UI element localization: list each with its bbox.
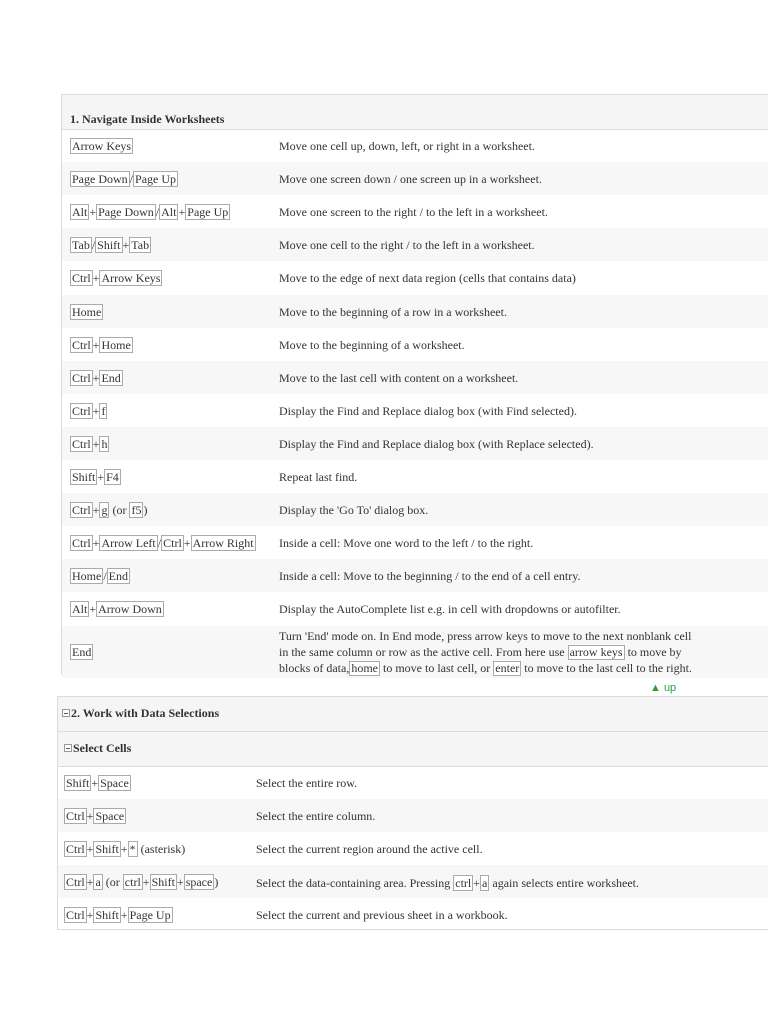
key-separator: (asterisk): [137, 842, 186, 856]
key-separator: +: [120, 908, 128, 922]
key-cap: Ctrl: [66, 842, 85, 856]
shortcut-keys: [64, 874, 218, 890]
table-row: [62, 626, 768, 678]
key-cap: Page Up: [187, 205, 229, 220]
subsection-header[interactable]: [58, 732, 768, 767]
key-cap: ctrl: [124, 875, 141, 889]
key-cap: Shift: [95, 842, 119, 856]
shortcut-description: Move to the beginning of a worksheet.: [279, 337, 465, 352]
back-to-top-link[interactable]: ▲ up: [650, 682, 677, 694]
key-separator: +: [183, 536, 191, 551]
shortcut-keys: [70, 502, 147, 518]
key-separator: /: [155, 205, 160, 220]
table-row: [62, 526, 768, 559]
shortcut-keys: [70, 171, 178, 187]
key-cap: Arrow Left: [101, 536, 156, 551]
key-separator: +: [178, 205, 186, 220]
key-cap: Arrow Down: [98, 602, 162, 617]
key-separator: /: [129, 172, 134, 187]
shortcut-description: Inside a cell: Move to the beginning / to the end of a cell entry.: [279, 569, 581, 584]
key-separator: /: [103, 569, 107, 584]
key-separator: +: [92, 271, 100, 286]
shortcut-keys: [70, 337, 133, 353]
shortcut-keys: [64, 775, 131, 791]
section-title: 2. Work with Data Selections: [71, 706, 220, 720]
key-separator: +: [91, 776, 99, 790]
key-separator: +: [89, 602, 97, 617]
shortcut-keys: [70, 469, 121, 485]
shortcut-description: Select the current and previous sheet in a workbook.: [256, 908, 508, 922]
table-row: [62, 592, 768, 625]
key-cap: Ctrl: [72, 403, 91, 418]
shortcut-keys: [70, 237, 151, 253]
key-cap: Alt: [72, 602, 88, 617]
key-separator: +: [92, 536, 100, 551]
key-cap: a: [482, 876, 488, 890]
shortcut-keys: [70, 304, 103, 320]
key-cap: Space: [100, 776, 129, 790]
shortcut-description: [279, 628, 692, 676]
key-cap: Alt: [72, 205, 88, 220]
section-header: [62, 95, 768, 130]
key-cap: Tab: [131, 238, 150, 253]
shortcut-keys: [70, 403, 107, 419]
key-cap: ctrl: [455, 876, 472, 890]
shortcut-description: Select the entire column.: [256, 809, 376, 823]
shortcut-keys: [70, 601, 164, 617]
shortcut-description: Repeat last find.: [279, 470, 358, 484]
key-separator: +: [92, 436, 100, 451]
key-cap: h: [101, 436, 108, 451]
key-cap: Page Up: [135, 172, 177, 187]
section-data-selections: [57, 696, 768, 930]
table-row: [58, 865, 768, 898]
key-cap: enter: [495, 660, 520, 675]
key-separator: ): [143, 503, 148, 518]
subsection-title: Select Cells: [73, 741, 132, 755]
key-separator: (or: [102, 875, 123, 889]
key-cap: f: [101, 403, 106, 418]
shortcut-description: Move one cell up, down, left, or right in a worksheet.: [279, 139, 535, 153]
key-cap: Shift: [151, 875, 175, 889]
key-separator: +: [86, 875, 94, 889]
section-title: 1. Navigate Inside Worksheets: [70, 112, 225, 126]
shortcut-description: Move to the beginning of a row in a worksheet.: [279, 304, 507, 319]
shortcut-keys: [70, 535, 256, 551]
key-cap: Page Down: [72, 172, 128, 187]
key-cap: End: [101, 370, 121, 385]
table-row: [62, 261, 768, 294]
shortcut-keys: [70, 270, 162, 286]
key-separator: to move to last cell, or: [379, 660, 494, 675]
table-row: [58, 832, 768, 865]
table-row: [62, 460, 768, 493]
key-cap: Arrow Keys: [72, 139, 131, 153]
table-row: [62, 427, 768, 460]
shortcut-keys: [70, 568, 130, 584]
key-cap: Arrow Right: [192, 536, 254, 551]
key-cap: Ctrl: [72, 503, 91, 518]
shortcut-description: Move one cell to the right / to the left in a worksheet.: [279, 238, 535, 253]
key-cap: F4: [106, 470, 119, 484]
table-row: [62, 361, 768, 394]
shortcut-keys: [70, 644, 93, 660]
key-separator: Select the data-containing area. Pressing: [256, 876, 454, 890]
key-cap: Ctrl: [163, 536, 182, 551]
key-separator: +: [97, 470, 105, 484]
shortcut-keys: [64, 841, 185, 857]
table-row: [58, 766, 768, 799]
shortcut-description: Display the AutoComplete list e.g. in cell with dropdowns or autofilter.: [279, 602, 621, 617]
section-navigate-worksheets: [61, 94, 768, 675]
key-cap: Shift: [97, 238, 121, 253]
key-cap: arrow keys: [569, 644, 623, 659]
description-line: [279, 644, 692, 660]
key-cap: Ctrl: [72, 271, 91, 286]
key-cap: Shift: [72, 470, 96, 484]
key-cap: a: [95, 875, 101, 889]
shortcut-keys: [64, 808, 126, 824]
key-cap: g: [101, 503, 108, 518]
key-cap: Home: [72, 304, 102, 319]
table-row: [62, 559, 768, 592]
key-cap: Page Down: [98, 205, 154, 220]
table-row: [62, 129, 768, 162]
key-cap: Alt: [161, 205, 177, 220]
table-row: [62, 162, 768, 195]
key-cap: Tab: [72, 238, 90, 253]
key-cap: *: [129, 842, 136, 856]
description-line: [279, 660, 692, 676]
key-cap: home: [351, 660, 378, 675]
key-separator: +: [89, 205, 97, 220]
table-row: [58, 898, 768, 931]
key-separator: +: [86, 908, 94, 922]
key-cap: Ctrl: [66, 908, 85, 922]
key-separator: +: [92, 403, 100, 418]
shortcut-description: Move one screen to the right / to the left in a worksheet.: [279, 205, 548, 220]
key-cap: Ctrl: [66, 875, 85, 889]
shortcut-description: Move one screen down / one screen up in a worksheet.: [279, 172, 542, 187]
key-separator: blocks of data,: [279, 660, 350, 675]
key-cap: space: [185, 875, 213, 889]
table-row: [62, 394, 768, 427]
key-separator: /: [157, 536, 162, 551]
key-separator: /: [91, 238, 96, 253]
section-header[interactable]: [58, 697, 768, 732]
shortcut-description: Inside a cell: Move one word to the left / to the right.: [279, 536, 534, 551]
key-separator: to move by: [624, 644, 682, 659]
key-separator: +: [473, 876, 481, 890]
collapse-icon[interactable]: [64, 744, 72, 752]
key-cap: Shift: [66, 776, 90, 790]
key-separator: in the same column or row as the active cell. From here use: [279, 644, 568, 659]
shortcut-description: Move to the last cell with content on a worksheet.: [279, 370, 519, 385]
shortcut-description: Select the current region around the active cell.: [256, 842, 483, 856]
key-cap: End: [108, 569, 129, 584]
table-row: [62, 295, 768, 328]
key-separator: again selects entire worksheet.: [489, 876, 639, 890]
table-row: [62, 493, 768, 526]
table-row: [58, 799, 768, 832]
key-separator: +: [120, 842, 128, 856]
shortcut-description: Display the 'Go To' dialog box.: [279, 503, 429, 518]
key-cap: Shift: [95, 908, 119, 922]
key-separator: +: [92, 337, 100, 352]
key-separator: ): [214, 875, 219, 889]
key-cap: f5: [131, 503, 142, 518]
shortcut-keys: [70, 436, 109, 452]
table-row: [62, 228, 768, 261]
key-cap: Home: [101, 337, 131, 352]
shortcut-description: Select the entire row.: [256, 776, 358, 790]
key-separator: +: [86, 809, 94, 823]
key-cap: Ctrl: [72, 337, 91, 352]
shortcut-description: Display the Find and Replace dialog box (with Replace selected).: [279, 436, 594, 451]
key-cap: Ctrl: [72, 536, 91, 551]
key-cap: Ctrl: [66, 809, 85, 823]
key-cap: Ctrl: [72, 436, 91, 451]
collapse-icon[interactable]: [62, 709, 70, 717]
key-cap: End: [72, 644, 92, 659]
key-cap: Page Up: [129, 908, 171, 922]
table-row: [62, 328, 768, 361]
key-cap: Arrow Keys: [101, 271, 161, 286]
key-separator: +: [142, 875, 150, 889]
key-separator: +: [92, 503, 100, 518]
shortcut-keys: [70, 138, 133, 154]
key-separator: +: [92, 370, 100, 385]
shortcut-keys: [70, 204, 230, 220]
key-separator: Turn 'End' mode on. In End mode, press arrow keys to move to the next nonblank cell: [279, 628, 692, 643]
shortcut-description: Move to the edge of next data region (cells that contains data): [279, 271, 576, 286]
description-line: [279, 628, 692, 644]
key-cap: Home: [72, 569, 102, 584]
key-separator: +: [122, 238, 130, 253]
key-separator: to move to the last cell to the right.: [521, 660, 692, 675]
table-row: [62, 195, 768, 228]
shortcut-keys: [64, 907, 173, 923]
key-separator: (or: [109, 503, 130, 518]
shortcut-keys: [70, 370, 123, 386]
shortcut-description: [256, 875, 639, 891]
key-separator: +: [86, 842, 94, 856]
key-cap: Ctrl: [72, 370, 91, 385]
key-cap: Space: [95, 809, 125, 823]
shortcut-description: Display the Find and Replace dialog box (with Find selected).: [279, 403, 577, 418]
key-separator: +: [176, 875, 184, 889]
